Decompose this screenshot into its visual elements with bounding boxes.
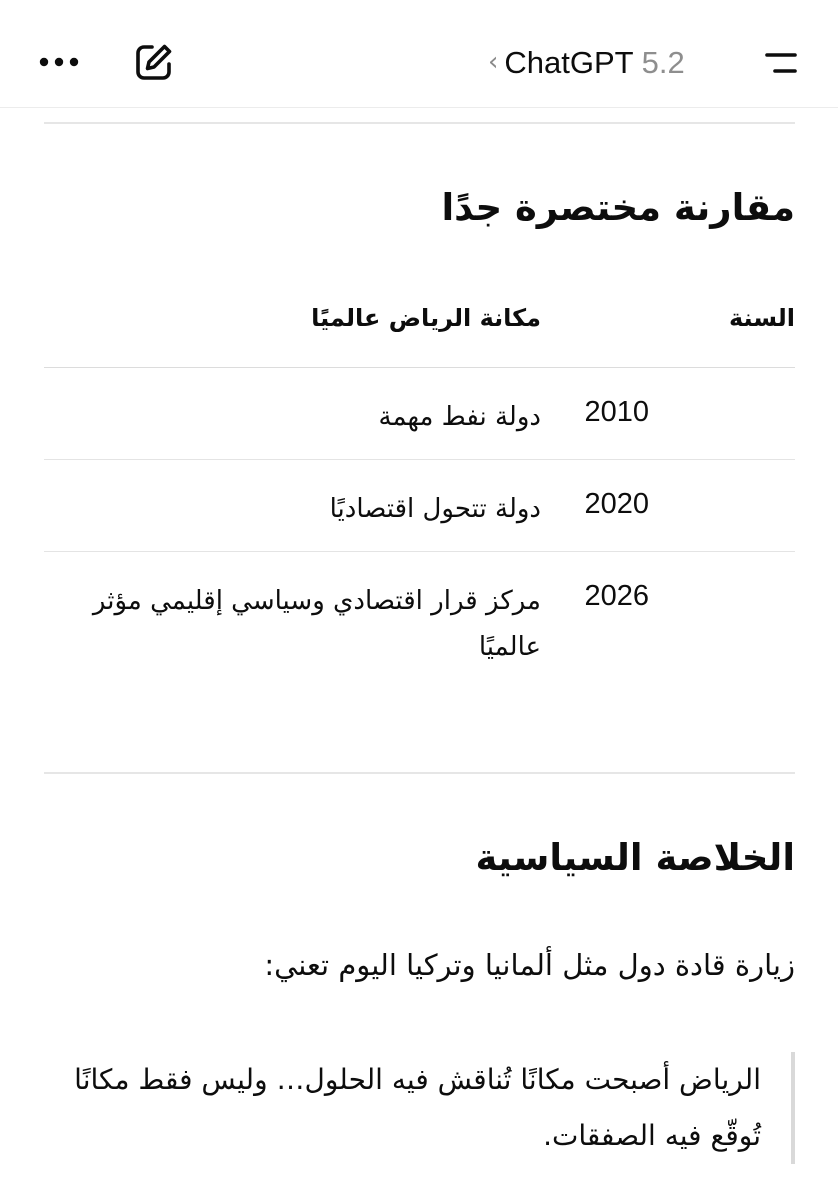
column-header-status: مكانة الرياض عالميًا [311, 304, 541, 332]
summary-heading: الخلاصة السياسية [475, 836, 795, 879]
summary-paragraph: زيارة قادة دول مثل ألمانيا وتركيا اليوم تعني: [264, 948, 795, 982]
cell-year: 2026 [584, 580, 649, 612]
comparison-table [44, 288, 795, 774]
cell-year: 2020 [584, 488, 649, 520]
cell-status: دولة تتحول اقتصاديًا [329, 494, 541, 524]
model-selector[interactable] [488, 40, 685, 86]
app-title: ChatGPT [504, 45, 634, 80]
table-row [44, 368, 795, 460]
new-chat-button[interactable] [126, 36, 182, 88]
table-row [44, 552, 795, 774]
table-row [44, 460, 795, 552]
divider [44, 772, 795, 774]
more-horizontal-icon [39, 57, 79, 67]
column-header-year: السنة [728, 304, 795, 332]
model-version: 5.2 [641, 45, 685, 80]
menu-icon [761, 51, 799, 75]
chat-content [44, 108, 795, 1200]
chevron-left-icon: ‹ [488, 47, 499, 77]
top-app-bar [0, 0, 838, 108]
cell-status: دولة نفط مهمة [378, 402, 541, 432]
cell-status: مركز قرار اقتصادي وسياسي إقليمي مؤثر عالميًا [92, 586, 541, 662]
table-header-row [44, 288, 795, 368]
cell-year: 2010 [584, 396, 649, 428]
compose-icon [134, 42, 174, 82]
blockquote: الرياض أصبحت مكانًا تُناقش فيه الحلول… وليس فقط مكانًا تُوقّع فيه الصفقات. [44, 1052, 795, 1164]
sidebar-menu-button[interactable] [752, 40, 808, 86]
more-options-button[interactable] [30, 40, 88, 84]
comparison-heading: مقارنة مختصرة جدًا [441, 186, 795, 229]
divider [44, 122, 795, 124]
